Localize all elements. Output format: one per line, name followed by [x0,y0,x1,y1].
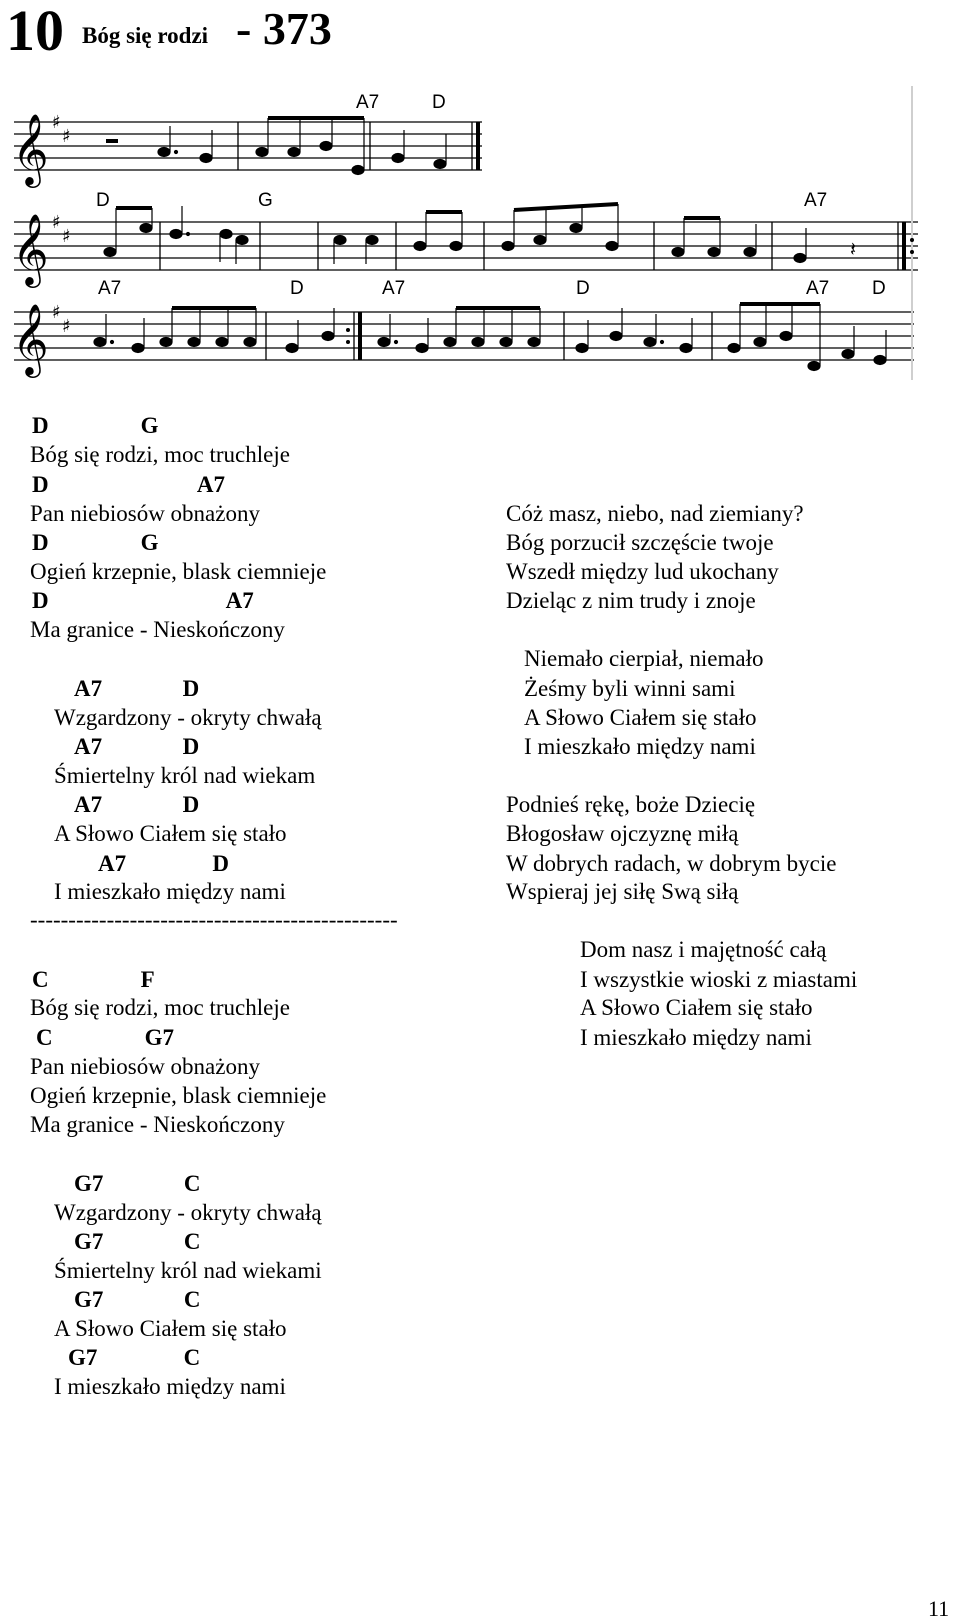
chord-label: G [258,190,273,211]
lyric-line: Bóg się rodzi, moc truchleje [30,442,290,467]
svg-text:♯: ♯ [62,126,71,147]
chord-line: A7 D [98,851,229,876]
svg-text:𝄞: 𝄞 [12,302,49,375]
chord-label: D [96,190,110,211]
chord-label: A7 [804,190,828,211]
music-staff-1 [14,122,482,170]
song-number: 10 [6,0,64,63]
lyric-line: Wspieraj jej siłę Swą siłą [506,879,739,904]
chord-symbols [96,92,886,299]
song-catalog-number: - 373 [236,3,332,54]
lyric-line: Żeśmy byli winni sami [524,676,736,701]
lyric-line: Śmiertelny król nad wiekami [54,1258,322,1283]
notes [94,118,886,371]
chord-line: D A7 [32,588,254,613]
chord-line: D A7 [32,472,225,497]
lyric-line: Ogień krzepnie, blask ciemnieje [30,1083,327,1108]
chord-label: D [432,92,446,113]
chord-line: D G [32,413,159,438]
lyric-line: A Słowo Ciałem się stało [54,1316,287,1341]
chord-line: G7 C [68,1345,201,1370]
lyric-line: Wszedł między lud ukochany [506,559,779,584]
lyric-line: I mieszkało między nami [524,734,756,759]
chord-label: D [576,278,590,299]
lyric-line: Ogień krzepnie, blask ciemnieje [30,559,327,584]
lyric-line: I mieszkało między nami [54,879,286,904]
lyric-line: Dzieląc z nim trudy i znoje [506,588,756,613]
lyric-line: Pan niebiosów obnażony [30,1054,260,1079]
music-staff-3 [14,312,914,360]
svg-text:♯: ♯ [52,212,61,233]
treble-clef-icon [12,112,49,378]
lyric-line: Błogosław ojczyznę miłą [506,821,739,846]
chord-line: A7 D [74,734,200,759]
chord-label: A7 [356,92,380,113]
chord-label: A7 [382,278,406,299]
lyric-line: Ma granice - Nieskończony [30,617,285,642]
svg-text:♯: ♯ [62,316,71,337]
lyric-line: Podnieś rękę, boże Dziecię [506,792,756,817]
lyric-line: Wzgardzony - okryty chwałą [54,1200,322,1225]
svg-text:𝄞: 𝄞 [12,112,49,185]
page-number: 11 [928,1596,950,1621]
lyric-line: I mieszkało między nami [54,1374,286,1399]
svg-text:𝄞: 𝄞 [12,212,49,285]
lyric-line: Niemało cierpiał, niemało [524,646,764,671]
chord-line: A7 D [74,792,200,817]
lyric-line: Cóż masz, niebo, nad ziemiany? [506,501,804,526]
section-separator: ------------------------------------------------ [30,907,398,932]
chord-line: C G7 [36,1025,174,1050]
chord-label: A7 [98,278,122,299]
lyric-line: Ma granice - Nieskończony [30,1112,285,1137]
chord-label: D [872,278,886,299]
chord-line: A7 D [74,676,200,701]
chord-label: D [290,278,304,299]
svg-text:♯: ♯ [52,302,61,323]
lyric-line: Pan niebiosów obnażony [30,501,260,526]
lyric-line: Bóg porzucił szczęście twoje [506,530,774,555]
lyric-line: Śmiertelny król nad wiekam [54,763,316,788]
chord-label: A7 [806,278,830,299]
lyric-line: Wzgardzony - okryty chwałą [54,705,322,730]
chord-line: G7 C [74,1229,201,1254]
lyric-line: W dobrych radach, w dobrym bycie [506,851,837,876]
lyric-line: A Słowo Ciałem się stało [54,821,287,846]
lyric-line: A Słowo Ciałem się stało [524,705,757,730]
chord-line: G7 C [74,1171,201,1196]
lyric-line: I mieszkało między nami [580,1025,812,1050]
svg-text:𝄽: 𝄽 [850,237,857,261]
sheet-music [0,86,960,386]
lyric-line: A Słowo Ciałem się stało [580,995,813,1020]
chord-line: G7 C [74,1287,201,1312]
svg-text:♯: ♯ [62,226,71,247]
chord-line: D G [32,530,159,555]
chord-line: C F [32,967,155,992]
svg-text:♯: ♯ [52,112,61,133]
song-title: Bóg się rodzi [82,23,209,48]
lyric-line: Bóg się rodzi, moc truchleje [30,995,290,1020]
lyric-line: Dom nasz i majętność całą [580,937,827,962]
lyric-line: I wszystkie wioski z miastami [580,967,858,992]
